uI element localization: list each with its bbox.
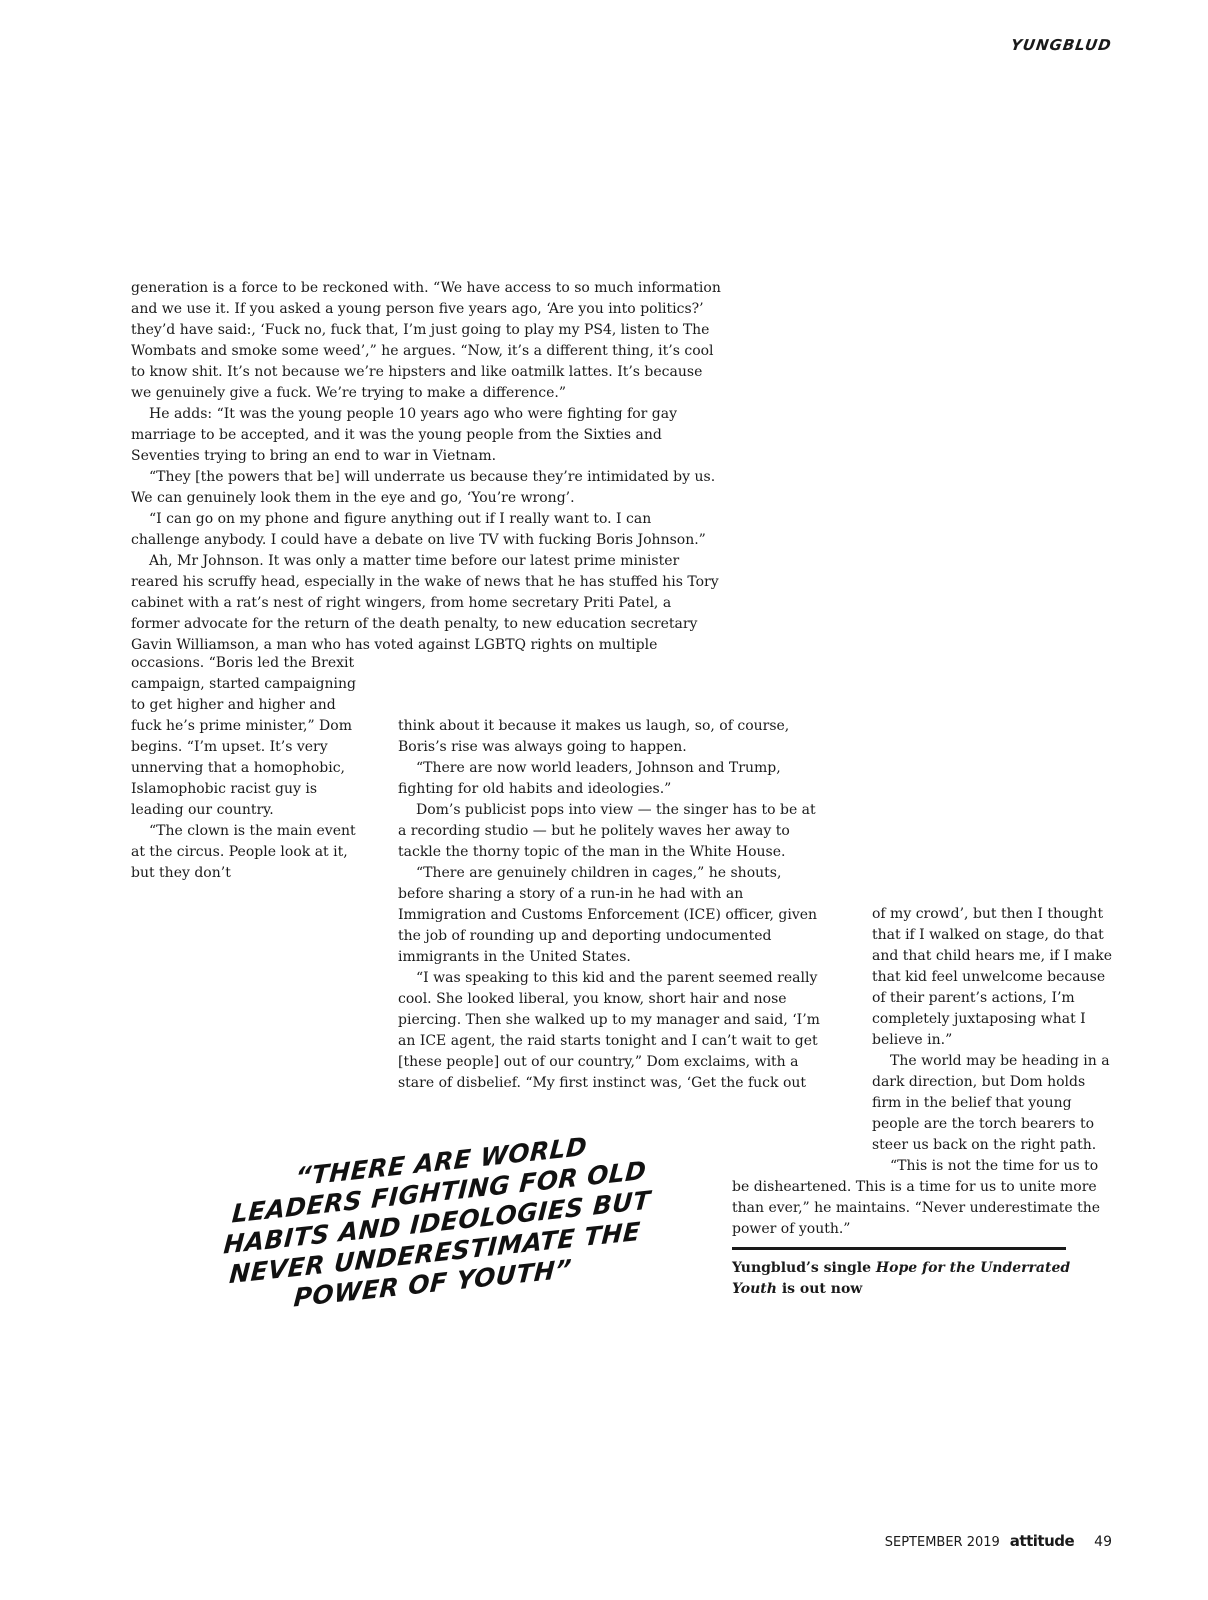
page-footer <box>885 1532 1112 1550</box>
article-closing <box>732 1156 1116 1240</box>
paragraph: “They [the powers that be] will underrate us because they’re intimidated by us. We can genuinely look them in the eye and go, ‘You’re wrong’. <box>131 469 716 506</box>
credit-prefix: Yungblud’s single <box>732 1260 876 1276</box>
article-column-1 <box>131 653 356 884</box>
paragraph: generation is a force to be reckoned with. “We have access to so much information and we use it. If you asked a young person five years ago, ‘Are you into politics?’ they’d have said:, ‘Fuck no, fuck that, I’m just going to play my PS4, listen to The Wombats and smoke some weed’,” he argues. “Now, it’s a different thing, it’s cool to know shit. It’s not because we’re hipsters and like oatmilk lattes. It’s because we genuinely give a fuck. We’re trying to make a difference.” <box>131 280 721 401</box>
paragraph: “There are now world leaders, Johnson and Trump, fighting for old habits and ideologies.” <box>398 760 781 797</box>
credit-title: Hope for the Underrated Youth <box>732 1260 1071 1297</box>
article-column-2 <box>398 716 828 1094</box>
paragraph: “This is not the time for us to be disheartened. This is a time for us to unite more than ever,” he maintains. “Never underestimate the power of youth.” <box>732 1158 1101 1237</box>
magazine-logo: attitude <box>1009 1532 1075 1550</box>
credit-suffix: is out now <box>776 1281 863 1297</box>
page-number: 49 <box>1094 1534 1112 1550</box>
paragraph: “I can go on my phone and figure anything out if I really want to. I can challenge anybody. I could have a debate on live TV with fucking Boris Johnson.” <box>131 511 706 548</box>
paragraph: think about it because it makes us laugh, so, of course, Boris’s rise was always going to happen. <box>398 718 790 755</box>
paragraph: He adds: “It was the young people 10 years ago who were fighting for gay marriage to be accepted, and it was the young people from the Sixties and Seventies trying to bring an end to war in Vietnam. <box>131 406 678 464</box>
divider-rule <box>732 1247 1066 1250</box>
issue-date: SEPTEMBER 2019 <box>884 1535 1000 1550</box>
section-label: YUNGBLUD <box>1010 36 1114 54</box>
article-body-top <box>131 278 721 656</box>
paragraph: of my crowd’, but then I thought that if I walked on stage, do that and that child hears me, if I make that kid feel unwelcome because of their parent’s actions, I’m completely juxtaposing what I believe in.” <box>872 906 1112 1048</box>
paragraph: The world may be heading in a dark direction, but Dom holds firm in the belief that young people are the torch bearers to steer us back on the right path. <box>872 1053 1110 1153</box>
pull-quote: “THERE ARE WORLD LEADERS FIGHTING FOR OLD HABITS AND IDEOLOGIES BUT NEVER UNDERESTIMATE THE POWER OF YOUTH” <box>222 1131 652 1313</box>
paragraph: “There are genuinely children in cages,” he shouts, before sharing a story of a run-in he had with an Immigration and Customs Enforcement (ICE) officer, given the job of rounding up and deporting undocumented immigrants in the United States. <box>398 865 818 965</box>
paragraph: occasions. “Boris led the Brexit campaign, started campaigning to get higher and higher and fuck he’s prime minister,” Dom begins. “I’m upset. It’s very unnerving that a homophobic, Islamophobic racist guy is leading our country. <box>131 655 356 818</box>
release-credit <box>732 1258 1092 1300</box>
article-column-3 <box>872 904 1117 1156</box>
paragraph: Dom’s publicist pops into view — the singer has to be at a recording studio — but he politely waves her away to tackle the thorny topic of the man in the White House. <box>398 802 816 860</box>
paragraph: “I was speaking to this kid and the parent seemed really cool. She looked liberal, you know, short hair and nose piercing. Then she walked up to my manager and said, ‘I’m an ICE agent, the raid starts tonight and I can’t wait to get [these people] out of our country,” Dom exclaims, with a stare of disbelief. “My first instinct was, ‘Get the fuck out <box>398 970 820 1091</box>
paragraph: Ah, Mr Johnson. It was only a matter time before our latest prime minister reared his scruffy head, especially in the wake of news that he has stuffed his Tory cabinet with a rat’s nest of right wingers, from home secretary Priti Patel, a former advocate for the return of the death penalty, to new education secretary Gavin Williamson, a man who has voted against LGBTQ rights on multiple <box>131 553 719 653</box>
paragraph: “The clown is the main event at the circus. People look at it, but they don’t <box>131 823 356 881</box>
